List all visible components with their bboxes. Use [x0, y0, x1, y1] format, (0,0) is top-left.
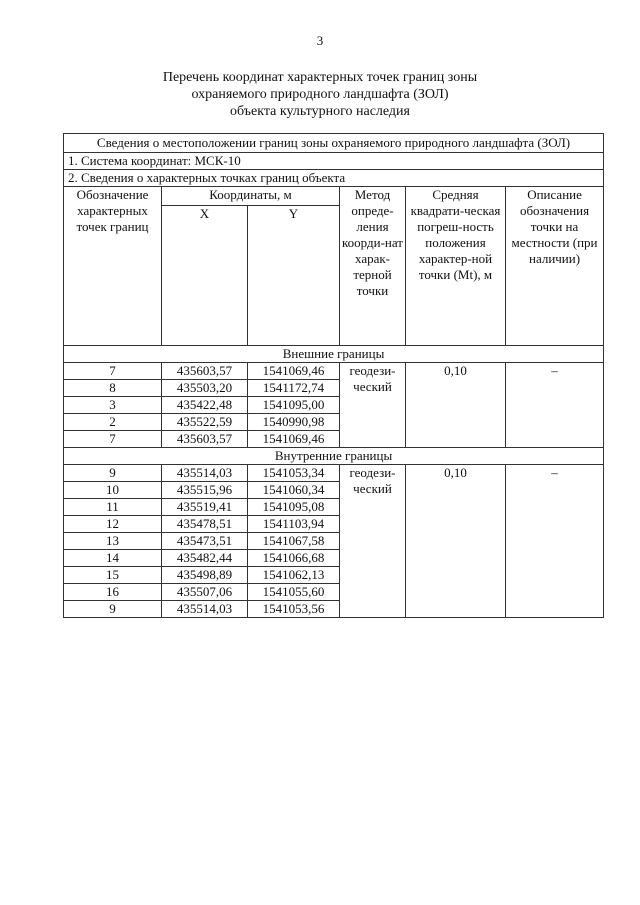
inner-method: геодези-ческий	[340, 465, 406, 618]
point-id: 8	[64, 380, 162, 397]
x-value: 435519,41	[162, 499, 248, 516]
x-value: 435515,96	[162, 482, 248, 499]
document-title	[0, 69, 640, 120]
x-value: 435514,03	[162, 465, 248, 482]
table-row	[64, 465, 604, 482]
point-id: 12	[64, 516, 162, 533]
x-value: 435507,06	[162, 584, 248, 601]
point-id: 10	[64, 482, 162, 499]
table-row	[64, 363, 604, 380]
x-value: 435514,03	[162, 601, 248, 618]
point-id: 14	[64, 550, 162, 567]
point-id: 11	[64, 499, 162, 516]
inner-error: 0,10	[406, 465, 506, 618]
section-inner-boundaries: Внутренние границы	[64, 448, 604, 465]
y-value: 1541172,74	[248, 380, 340, 397]
point-id: 15	[64, 567, 162, 584]
coord-system-row: 1. Система координат: МСК-10	[64, 153, 604, 170]
y-value: 1540990,98	[248, 414, 340, 431]
header-y: Y	[248, 206, 340, 346]
y-value: 1541053,56	[248, 601, 340, 618]
point-id: 7	[64, 363, 162, 380]
x-value: 435478,51	[162, 516, 248, 533]
section-outer-boundaries: Внешние границы	[64, 346, 604, 363]
point-id: 3	[64, 397, 162, 414]
y-value: 1541060,34	[248, 482, 340, 499]
title-line-3: объекта культурного наследия	[230, 104, 410, 119]
points-info-row: 2. Сведения о характерных точках границ объекта	[64, 170, 604, 187]
y-value: 1541053,34	[248, 465, 340, 482]
point-id: 9	[64, 601, 162, 618]
header-error: Средняя квадрати-ческая погреш-ность положения характер-ной точки (Mt), м	[406, 187, 506, 346]
y-value: 1541067,58	[248, 533, 340, 550]
table-caption: Сведения о местоположении границ зоны охраняемого природного ландшафта (ЗОЛ)	[64, 134, 604, 153]
x-value: 435603,57	[162, 363, 248, 380]
y-value: 1541069,46	[248, 363, 340, 380]
x-value: 435522,59	[162, 414, 248, 431]
title-line-2: охраняемого природного ландшафта (ЗОЛ)	[191, 87, 449, 102]
y-value: 1541095,08	[248, 499, 340, 516]
point-id: 2	[64, 414, 162, 431]
inner-description: –	[506, 465, 604, 618]
header-method: Метод опреде-ления коорди-нат харак-терной точки	[340, 187, 406, 346]
y-value: 1541095,00	[248, 397, 340, 414]
header-description: Описание обозначения точки на местности (при наличии)	[506, 187, 604, 346]
y-value: 1541103,94	[248, 516, 340, 533]
y-value: 1541069,46	[248, 431, 340, 448]
header-designation: Обозначение характерных точек границ	[64, 187, 162, 346]
coordinates-table	[63, 133, 604, 618]
outer-description: –	[506, 363, 604, 448]
x-value: 435473,51	[162, 533, 248, 550]
point-id: 16	[64, 584, 162, 601]
point-id: 13	[64, 533, 162, 550]
title-line-1: Перечень координат характерных точек границ зоны	[162, 70, 478, 85]
page-number: 3	[316, 33, 324, 48]
point-id: 9	[64, 465, 162, 482]
x-value: 435498,89	[162, 567, 248, 584]
y-value: 1541062,13	[248, 567, 340, 584]
x-value: 435503,20	[162, 380, 248, 397]
header-coordinates: Координаты, м	[162, 187, 340, 206]
outer-method: геодези-ческий	[340, 363, 406, 448]
y-value: 1541055,60	[248, 584, 340, 601]
header-x: X	[162, 206, 248, 346]
point-id: 7	[64, 431, 162, 448]
x-value: 435422,48	[162, 397, 248, 414]
x-value: 435482,44	[162, 550, 248, 567]
x-value: 435603,57	[162, 431, 248, 448]
outer-error: 0,10	[406, 363, 506, 448]
y-value: 1541066,68	[248, 550, 340, 567]
